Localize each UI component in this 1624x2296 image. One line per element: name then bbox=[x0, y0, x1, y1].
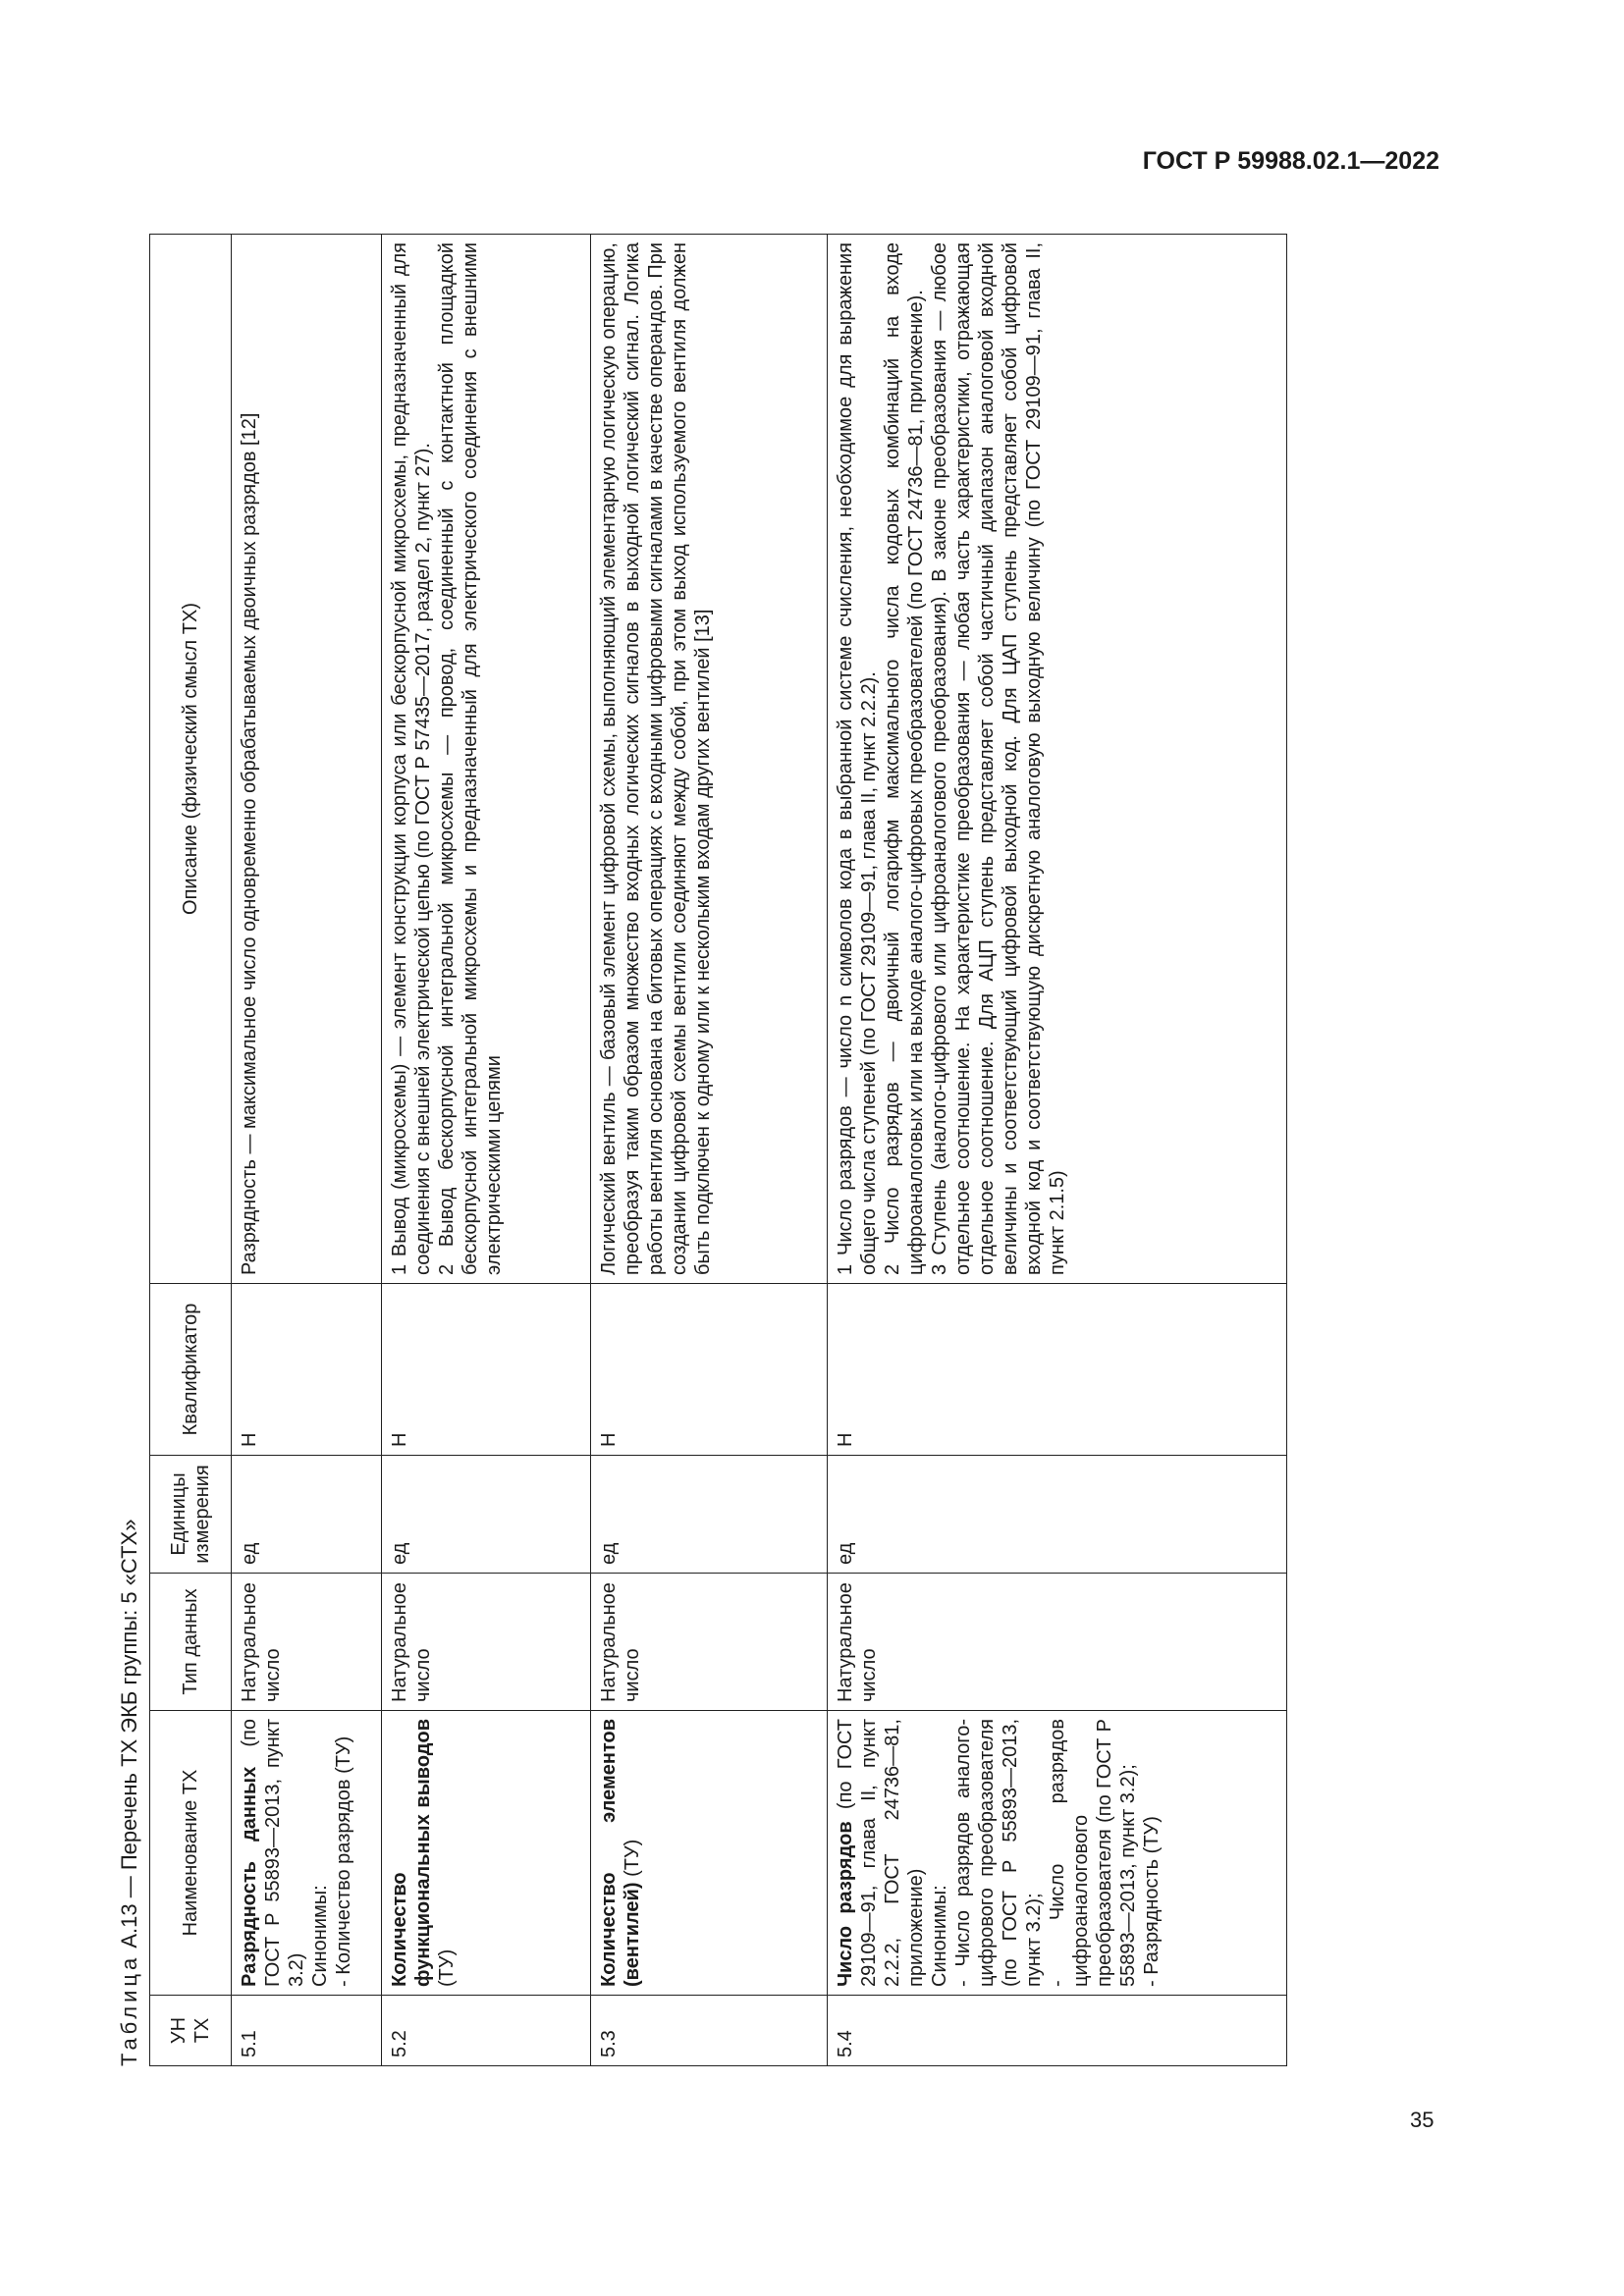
table-caption-label: Таблица bbox=[117, 1953, 141, 2066]
synonym-line: - Разрядность (ТУ) bbox=[1141, 1816, 1163, 1987]
table-row bbox=[828, 235, 1287, 2066]
col-header-units: Единицы измерения bbox=[150, 1456, 232, 1574]
synonym-line: - Число разрядов цифроаналогового преобразователя (по ГОСТ Р 55893—2013, пункт 3.2); bbox=[1047, 1719, 1139, 1987]
characteristics-table bbox=[149, 234, 1287, 2066]
col-header-name: Наименование ТХ bbox=[150, 1711, 232, 1996]
characteristic-name-bold: Количество элементов (вентилей) bbox=[598, 1719, 643, 1987]
cell-qualifier: Н bbox=[591, 1284, 828, 1456]
page-number: 35 bbox=[1410, 2108, 1435, 2132]
cell-units: ед bbox=[591, 1456, 828, 1574]
cell-id: 5.4 bbox=[828, 1996, 1287, 2066]
characteristic-name-ref: (по ГОСТ 29109—91, глава II, пункт 2.2.2, ГОСТ 24736—81, приложение) bbox=[835, 1719, 927, 1987]
col-header-type: Тип данных bbox=[150, 1574, 232, 1711]
cell-units: ед bbox=[382, 1456, 591, 1574]
cell-type: Натуральное число bbox=[828, 1574, 1287, 1711]
characteristic-name-bold: Количество функциональных выводов bbox=[389, 1719, 434, 1987]
table-row bbox=[591, 235, 828, 2066]
cell-type: Натуральное число bbox=[591, 1574, 828, 1711]
rotated-table-region bbox=[110, 231, 1316, 2066]
synonym-line: - Число разрядов аналого-цифрового преобразователя (по ГОСТ Р 55893—2013, пункт 3.2); bbox=[952, 1719, 1045, 1987]
table-row bbox=[232, 235, 382, 2066]
cell-name bbox=[382, 1711, 591, 1996]
cell-id: 5.2 bbox=[382, 1996, 591, 2066]
synonym-line: Синонимы: bbox=[929, 1885, 950, 1987]
table-header-row bbox=[150, 235, 232, 2066]
col-header-id: УН ТХ bbox=[150, 1996, 232, 2066]
cell-description: Разрядность — максимальное число одновременно обрабатываемых двоичных разрядов [12] bbox=[232, 235, 382, 1284]
table-caption bbox=[110, 231, 149, 2066]
cell-description: 1 Число разрядов — число n символов кода в выбранной системе счисления, необходимое для выражения общего числа ступеней (по ГОСТ 29109—91, глава II, пункт 2.2.2). 2 Число разрядов — двоичный логарифм максимального числа кодовых комбинаций на входе цифроаналоговых или на выходе аналого-цифровых преобразователей (по ГОСТ 24736—81, приложение). 3 Ступень (аналого-цифрового или цифроаналогового преобразования). В законе преобразования — любое отдельное соотношение. На характеристике преобразования — любая часть характеристики, отражающая отдельное соотношение. Для АЦП ступень представляет собой частичный диапазон аналоговой входной величины и соответствующий цифровой выходной код. Для ЦАП ступень представляет собой цифровой входной код и соответствующую дискретную аналоговую выходную величину (по ГОСТ 29109—91, глава II, пункт 2.1.5) bbox=[828, 235, 1287, 1284]
cell-units: ед bbox=[232, 1456, 382, 1574]
characteristic-name-ref: (по ГОСТ Р 55893—2013, пункт 3.2) bbox=[239, 1718, 307, 1987]
cell-qualifier: Н bbox=[232, 1284, 382, 1456]
col-header-description: Описание (физический смысл ТХ) bbox=[150, 235, 232, 1284]
synonym-line: Синонимы: bbox=[309, 1885, 331, 1987]
cell-name bbox=[591, 1711, 828, 1996]
cell-description: 1 Вывод (микросхемы) — элемент конструкции корпуса или бескорпусной микросхемы, предназначенный для соединения с внешней электрической цепью (по ГОСТ Р 57435—2017, раздел 2, пункт 27). 2 Вывод бескорпусной интегральной микросхемы — провод, соединенный с контактной площадкой бескорпусной интегральной микросхемы и предназначенный для электрического соединения с внешними электрическими цепями bbox=[382, 235, 591, 1284]
cell-type: Натуральное число bbox=[382, 1574, 591, 1711]
characteristic-name-ref: (ТУ) bbox=[436, 1949, 458, 1987]
table-body bbox=[232, 235, 1287, 2066]
cell-units: ед bbox=[828, 1456, 1287, 1574]
cell-qualifier: Н bbox=[828, 1284, 1287, 1456]
cell-qualifier: Н bbox=[382, 1284, 591, 1456]
characteristic-name-ref: (ТУ) bbox=[622, 1839, 643, 1883]
cell-id: 5.3 bbox=[591, 1996, 828, 2066]
cell-name bbox=[232, 1711, 382, 1996]
standard-header: ГОСТ Р 59988.02.1—2022 bbox=[1142, 147, 1439, 175]
characteristic-name-bold: Число разрядов bbox=[835, 1821, 856, 1987]
table-row bbox=[382, 235, 591, 2066]
cell-type: Натуральное число bbox=[232, 1574, 382, 1711]
cell-name bbox=[828, 1711, 1287, 1996]
characteristic-name-bold: Разрядность данных bbox=[239, 1766, 260, 1987]
synonym-line: - Количество разрядов (ТУ) bbox=[333, 1735, 354, 1987]
col-header-qualifier: Квалификатор bbox=[150, 1284, 232, 1456]
cell-description: Логический вентиль — базовый элемент цифровой схемы, выполняющий элементарную логическую операцию, преобразуя таким образом множество входных логических сигналов в выходной логический сигнал. Логика работы вентиля основана на битовых операциях с входными цифровыми сигналами в качестве операндов. При создании цифровой схемы вентили соединяют между собой, при этом выход используемого вентиля должен быть подключен к одному или к нескольким входам других вентилей [13] bbox=[591, 235, 828, 1284]
cell-id: 5.1 bbox=[232, 1996, 382, 2066]
table-caption-text: А.13 — Перечень ТХ ЭКБ группы: 5 «СТХ» bbox=[117, 1519, 141, 1954]
